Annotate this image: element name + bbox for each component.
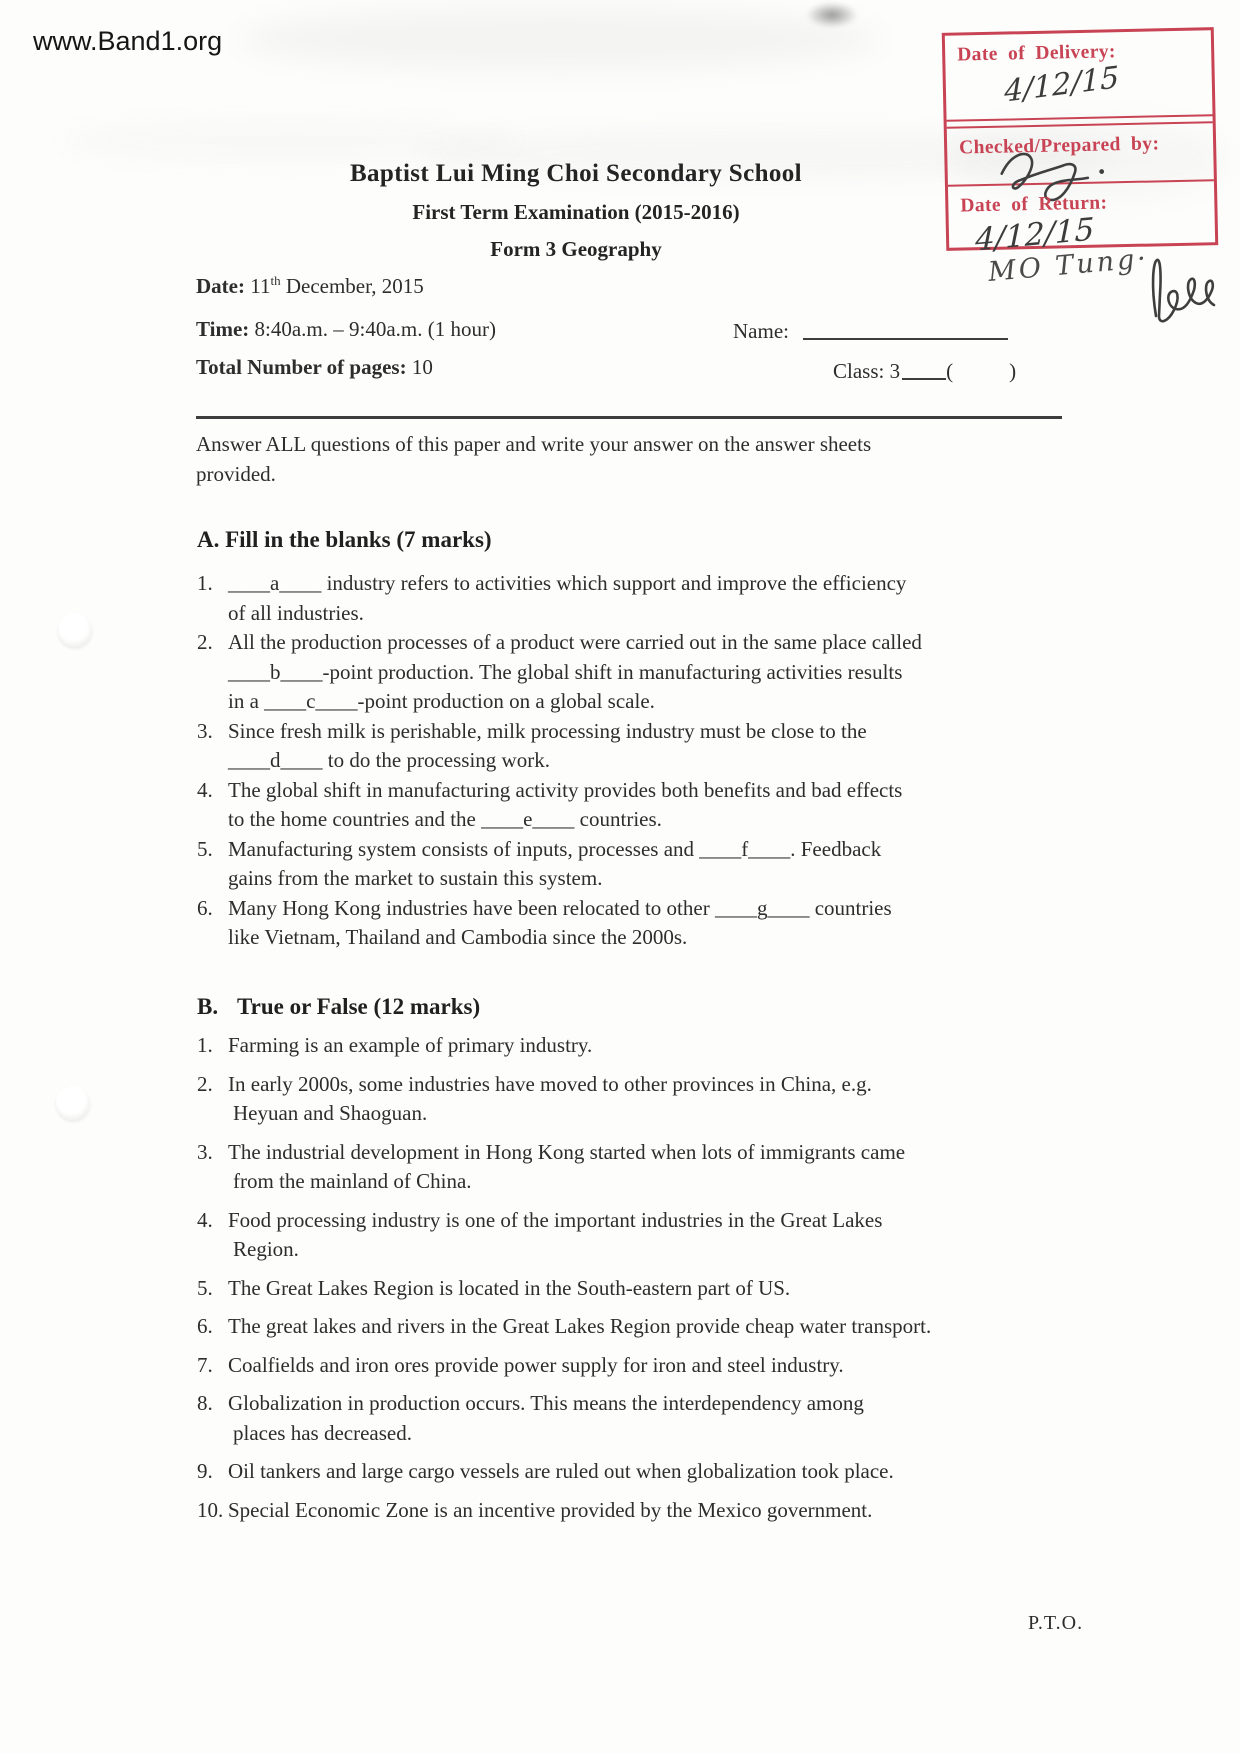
return-date-handwriting: 4/12/15 (974, 211, 1095, 259)
question-number: 8. (197, 1391, 213, 1415)
class-label: Class: 3 (833, 359, 901, 383)
marker-annotation: MO Tung· (986, 243, 1151, 288)
question-item (197, 894, 922, 953)
question-text (228, 1389, 864, 1448)
school-name: Baptist Lui Ming Choi Secondary School (349, 160, 803, 187)
question-number: 6. (197, 895, 213, 920)
question-text (228, 835, 881, 894)
instruction-line: provided. (196, 461, 276, 486)
question-line: Special Economic Zone is an incentive provided by the Mexico government. (228, 1497, 873, 1522)
question-text (228, 569, 906, 628)
question-item (197, 1496, 931, 1526)
question-line: In early 2000s, some industries have moved to other provinces in China, e.g. (228, 1071, 872, 1096)
question-line: ____a____ industry refers to activities which support and improve the efficiency (228, 571, 907, 595)
delivery-date-handwriting: 4/12/15 (1003, 60, 1120, 110)
question-line: from the mainland of China. (233, 1169, 472, 1193)
question-item (197, 1274, 931, 1304)
scan-artifact (806, 2, 858, 28)
question-item (197, 1206, 931, 1265)
stamp-return-row (948, 181, 1215, 259)
date-row (196, 273, 424, 299)
stamp-delivery-label: Date of Delivery: (956, 41, 1117, 66)
question-text (228, 1031, 592, 1061)
class-row (833, 359, 1016, 384)
question-line: Farming is an example of primary industry. (228, 1033, 593, 1057)
question-line: Heyuan and Shaoguan. (233, 1101, 428, 1125)
hole-punch (58, 613, 92, 647)
question-text (228, 776, 902, 835)
question-line: Manufacturing system consists of inputs, processes and ____f____. Feedback (228, 836, 882, 861)
question-text (228, 1206, 882, 1265)
question-line: Many Hong Kong industries have been relocated to other ____g____ countries (228, 895, 892, 920)
question-line: Globalization in production occurs. This means the interdependency among (228, 1391, 864, 1415)
instructions (196, 430, 871, 489)
question-line: places has decreased. (233, 1420, 412, 1445)
section-b-question-list (197, 1031, 931, 1534)
section-b-heading: True or False (12 marks) (237, 994, 481, 1019)
hole-punch (56, 1086, 90, 1120)
question-text (228, 628, 922, 717)
question-line: All the production processes of a product were carried out in the same place called (228, 630, 922, 654)
time-label: Time: (196, 317, 250, 341)
question-item (197, 569, 922, 628)
question-line: ____d____ to do the processing work. (228, 748, 550, 772)
name-label: Name: (733, 319, 789, 343)
stamp-checked-label: Checked/Prepared by: (958, 133, 1160, 159)
question-item (197, 1138, 931, 1197)
instruction-line: Answer ALL questions of this paper and write your answer on the answer sheets (196, 432, 872, 456)
question-line: Food processing industry is one of the important industries in the Great Lakes (228, 1207, 883, 1232)
section-a-question-list (197, 569, 922, 953)
page-turn-over-label: P.T.O. (1028, 1612, 1084, 1634)
question-line: The industrial development in Hong Kong started when lots of immigrants came (228, 1139, 906, 1164)
question-line: The Great Lakes Region is located in the South-eastern part of US. (228, 1275, 791, 1300)
question-text (228, 1274, 790, 1304)
question-text (228, 1312, 931, 1342)
question-line: Since fresh milk is perishable, milk processing industry must be close to the (228, 718, 867, 743)
name-row (733, 319, 1008, 344)
question-line: Region. (233, 1237, 299, 1261)
question-item (197, 1389, 931, 1448)
question-line: in a ____c____-point production on a global scale. (228, 689, 655, 713)
question-item (197, 717, 922, 776)
subject-title: Form 3 Geography (490, 237, 662, 261)
question-number: 10. (197, 1497, 224, 1522)
separator-rule (196, 416, 1062, 419)
stamp-box (942, 27, 1219, 259)
question-number: 1. (197, 1033, 213, 1057)
pages-value: 10 (406, 355, 433, 379)
class-open-paren: ( (946, 359, 954, 383)
section-a-heading: A. Fill in the blanks (7 marks) (197, 527, 492, 552)
question-number: 5. (197, 836, 213, 861)
question-number: 3. (197, 1139, 213, 1164)
exam-title: First Term Examination (2015-2016) (412, 200, 740, 224)
date-label: Date: (196, 274, 245, 298)
question-number: 5. (197, 1275, 213, 1300)
question-line: like Vietnam, Thailand and Cambodia since the 2000s. (228, 925, 688, 949)
question-line: Coalfields and iron ores provide power supply for iron and steel industry. (228, 1352, 844, 1377)
question-item (197, 1351, 931, 1381)
pages-label: Total Number of pages: (196, 355, 407, 379)
stamp-checked-row (947, 123, 1214, 187)
question-item (197, 1457, 931, 1487)
stamp-return-label: Date of Return: (960, 192, 1108, 217)
time-value: 8:40a.m. – 9:40a.m. (1 hour) (249, 317, 496, 341)
scan-artifact (240, 8, 880, 70)
section-b-letter: B. (197, 994, 219, 1019)
question-text (228, 1351, 844, 1381)
signature-scribble (1142, 250, 1240, 330)
question-number: 6. (197, 1314, 213, 1338)
watermark: www.Band1.org (33, 26, 223, 56)
question-line: The global shift in manufacturing activity provides both benefits and bad effects (228, 777, 903, 802)
class-close-paren: ) (1009, 359, 1017, 383)
question-item (197, 776, 922, 835)
question-line: gains from the market to sustain this system. (228, 866, 603, 890)
date-value: 11th December, 2015 (250, 273, 424, 298)
question-item (197, 1031, 931, 1061)
question-item (197, 628, 922, 717)
question-line: of all industries. (228, 600, 364, 625)
question-text (228, 1070, 872, 1129)
question-item (197, 1070, 931, 1129)
pages-row (196, 355, 433, 380)
question-number: 2. (197, 1071, 213, 1096)
question-number: 7. (197, 1352, 213, 1377)
question-number: 4. (197, 777, 213, 802)
question-line: to the home countries and the ____e____ countries. (228, 807, 662, 831)
scan-artifact (60, 120, 520, 162)
question-number: 3. (197, 718, 213, 743)
question-text (228, 1496, 872, 1526)
question-item (197, 1312, 931, 1342)
question-text (228, 717, 867, 776)
question-text (228, 1138, 905, 1197)
question-number: 9. (197, 1459, 213, 1483)
question-text (228, 894, 892, 953)
question-line: Oil tankers and large cargo vessels are ruled out when globalization took place. (228, 1459, 894, 1483)
class-blank (902, 378, 946, 380)
question-line: The great lakes and rivers in the Great Lakes Region provide cheap water transport. (228, 1314, 932, 1338)
question-number: 4. (197, 1207, 213, 1232)
question-number: 1. (197, 571, 213, 595)
time-row (196, 317, 496, 342)
title-block (196, 160, 956, 262)
question-text (228, 1457, 894, 1487)
question-line: ____b____-point production. The global shift in manufacturing activities results (228, 659, 903, 684)
stamp-delivery-row (945, 30, 1213, 122)
question-item (197, 835, 922, 894)
question-number: 2. (197, 630, 213, 654)
name-blank (803, 338, 1008, 340)
